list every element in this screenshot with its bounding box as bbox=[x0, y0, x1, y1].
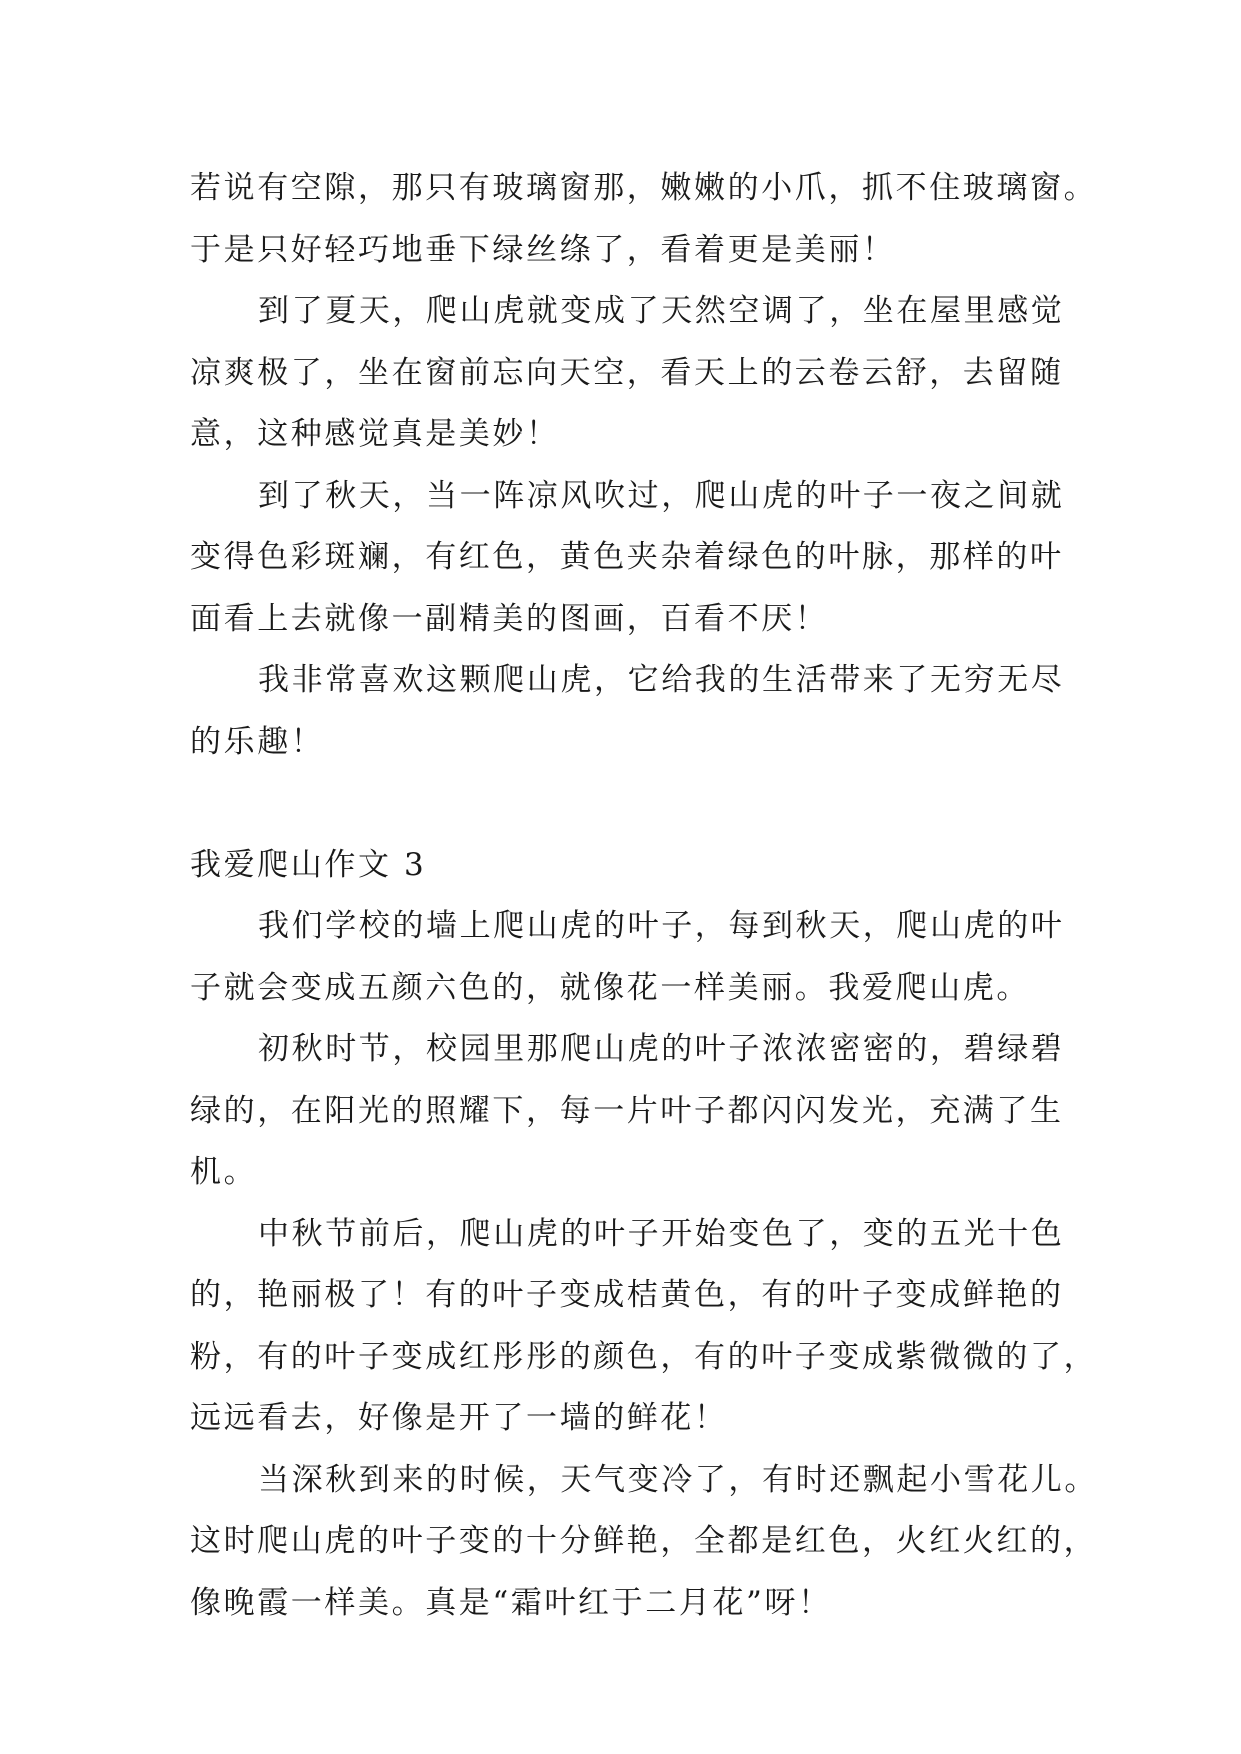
text-line: 意，这种感觉真是美妙！ bbox=[190, 416, 560, 452]
section-title: 我爱爬山作文 3 bbox=[190, 846, 427, 883]
text-line: 若说有空隙，那只有玻璃窗那，嫩嫩的小爪，抓不住玻璃窗。 bbox=[190, 170, 1098, 206]
text-line: 像晚霞一样美。真是“霜叶红于二月花”呀！ bbox=[190, 1584, 832, 1621]
text-line: 远远看去，好像是开了一墙的鲜花！ bbox=[190, 1400, 728, 1436]
text-block-before bbox=[190, 158, 1098, 773]
text-line: 我们学校的墙上爬山虎的叶子，每到秋天，爬山虎的叶 bbox=[258, 908, 1065, 944]
text-line: 的，艳丽极了！有的叶子变成桔黄色，有的叶子变成鲜艳的 bbox=[190, 1277, 1064, 1313]
text-line: 子就会变成五颜六色的，就像花一样美丽。我爱爬山虎。 bbox=[190, 969, 1030, 1006]
text-line: 初秋时节，校园里那爬山虎的叶子浓浓密密的，碧绿碧 bbox=[258, 1031, 1065, 1067]
text-line: 粉，有的叶子变成红彤彤的颜色，有的叶子变成紫微微的了， bbox=[190, 1338, 1098, 1375]
text-line: 变得色彩斑斓，有红色，黄色夹杂着绿色的叶脉，那样的叶 bbox=[190, 539, 1064, 575]
text-line: 机。 bbox=[190, 1154, 258, 1190]
section-gap bbox=[190, 773, 1056, 835]
text-line: 面看上去就像一副精美的图画，百看不厌！ bbox=[190, 600, 829, 637]
text-line: 的乐趣！ bbox=[190, 723, 325, 760]
text-line: 这时爬山虎的叶子变的十分鲜艳，全都是红色，火红火红的， bbox=[190, 1523, 1098, 1559]
text-line: 凉爽极了，坐在窗前忘向天空，看天上的云卷云舒，去留随 bbox=[190, 354, 1064, 391]
text-line: 到了夏天，爬山虎就变成了天然空调了，坐在屋里感觉 bbox=[258, 293, 1065, 329]
text-line: 中秋节前后，爬山虎的叶子开始变色了，变的五光十色 bbox=[258, 1215, 1065, 1252]
text-block-after bbox=[190, 896, 1098, 1634]
document-page bbox=[190, 158, 1098, 1634]
text-line: 我非常喜欢这颗爬山虎，它给我的生活带来了无穷无尽 bbox=[258, 662, 1065, 698]
text-line: 当深秋到来的时候，天气变冷了，有时还飘起小雪花儿。 bbox=[258, 1461, 1098, 1498]
text-line: 于是只好轻巧地垂下绿丝绦了，看着更是美丽！ bbox=[190, 231, 896, 268]
text-line: 到了秋天，当一阵凉风吹过，爬山虎的叶子一夜之间就 bbox=[258, 477, 1065, 514]
text-line: 绿的，在阳光的照耀下，每一片叶子都闪闪发光，充满了生 bbox=[190, 1092, 1064, 1129]
